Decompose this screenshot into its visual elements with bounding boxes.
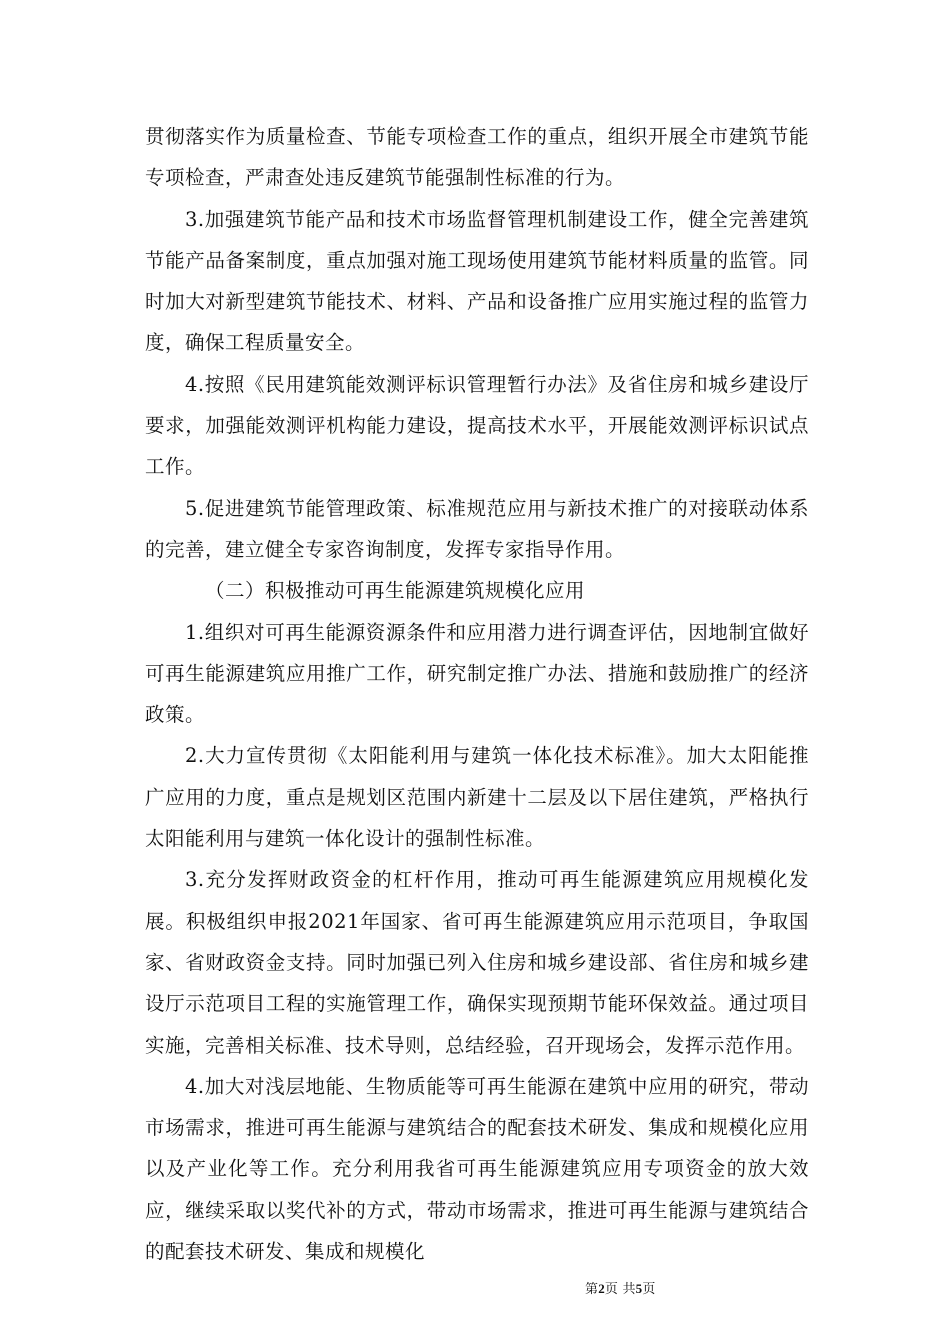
document-body bbox=[145, 116, 809, 1272]
footer-suffix: 页 bbox=[642, 1282, 656, 1297]
paragraph-item-2-solar-standard: 2.大力宣传贯彻《太阳能利用与建筑一体化技术标准》。加大太阳能推广应用的力度，重点是规划区范围内新建十二层及以下居住建筑，严格执行太阳能利用与建筑一体化设计的强制性标准。 bbox=[145, 744, 809, 851]
paragraph-item-1-resource-survey: 1.组织对可再生能源资源条件和应用潜力进行调查评估，因地制宜做好可再生能源建筑应用推广工作，研究制定推广办法、措施和鼓励推广的经济政策。 bbox=[145, 620, 809, 727]
paragraph-item-3-fiscal-leverage: 3.充分发挥财政资金的杠杆作用，推动可再生能源建筑应用规模化发展。积极组织申报2021年国家、省可再生能源建筑应用示范项目，争取国家、省财政资金支持。同时加强已列入住房和城乡建设部、省住房和城乡建设厅示范项目工程的实施管理工作，确保实现预期节能环保效益。通过项目实施，完善相关标准、技术导则，总结经验，召开现场会，发挥示范作用。 bbox=[145, 868, 809, 1057]
page-footer bbox=[0, 1278, 950, 1297]
footer-middle: 页 共 bbox=[604, 1282, 636, 1297]
paragraph-item-4-energy-rating: 4.按照《民用建筑能效测评标识管理暂行办法》及省住房和城乡建设厅要求，加强能效测评机构能力建设，提高技术水平，开展能效测评标识试点工作。 bbox=[145, 372, 809, 479]
footer-total-pages: 5 bbox=[635, 1281, 643, 1296]
paragraph-item-5-policy-linkage: 5.促进建筑节能管理政策、标准规范应用与新技术推广的对接联动体系的完善，建立健全专家咨询制度，发挥专家指导作用。 bbox=[145, 496, 809, 561]
paragraph-continuation: 贯彻落实作为质量检查、节能专项检查工作的重点，组织开展全市建筑节能专项检查，严肃查处违反建筑节能强制性标准的行为。 bbox=[145, 125, 809, 190]
footer-current-page: 2 bbox=[598, 1281, 605, 1296]
footer-prefix: 第 bbox=[585, 1282, 599, 1297]
paragraph-item-4-shallow-geothermal: 4.加大对浅层地能、生物质能等可再生能源在建筑中应用的研究，带动市场需求，推进可再生能源与建筑结合的配套技术研发、集成和规模化应用以及产业化等工作。充分利用我省可再生能源建筑应用专项资金的放大效应，继续采取以奖代补的方式，带动市场需求，推进可再生能源与建筑结合的配套技术研发、集成和规模化 bbox=[145, 1074, 809, 1264]
section-heading-renewable-energy: （二）积极推动可再生能源建筑规模化应用 bbox=[205, 579, 586, 603]
paragraph-item-3-product-supervision: 3.加强建筑节能产品和技术市场监督管理机制建设工作，健全完善建筑节能产品备案制度，重点加强对施工现场使用建筑节能材料质量的监管。同时加大对新型建筑节能技术、材料、产品和设备推广应用实施过程的监管力度，确保工程质量安全。 bbox=[145, 207, 809, 355]
